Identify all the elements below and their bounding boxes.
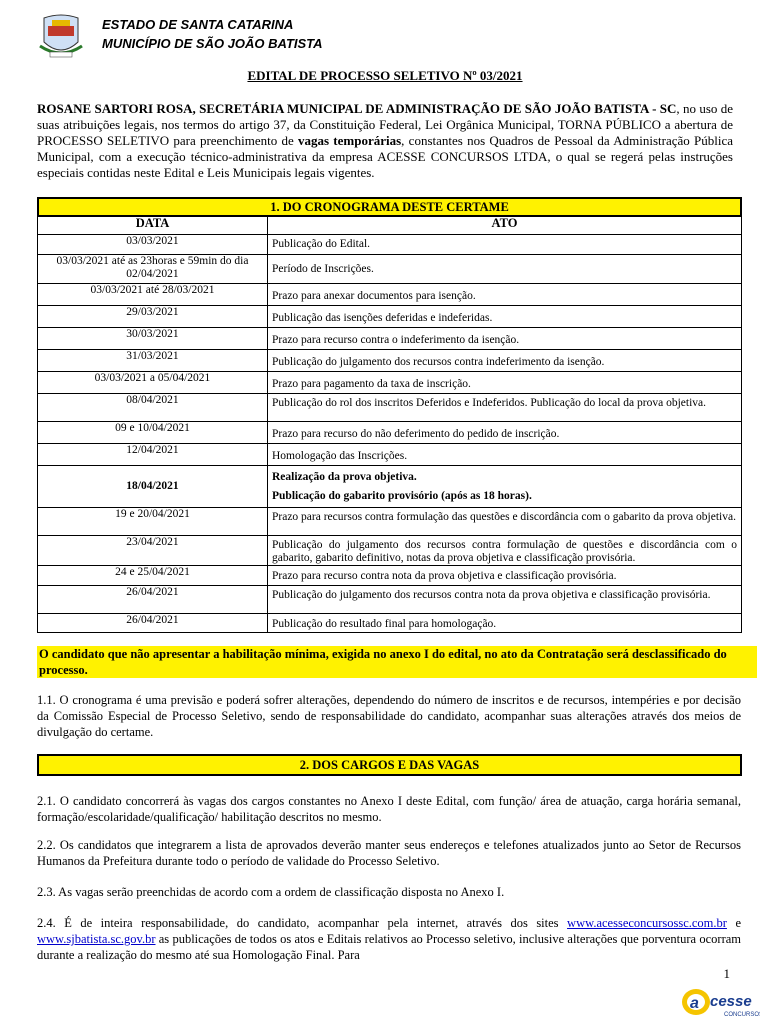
acesse-site-link[interactable]: www.acesseconcursossc.com.br xyxy=(567,916,727,930)
page-number: 1 xyxy=(723,966,730,981)
table-row xyxy=(38,284,742,306)
row-date: 03/03/2021 a 05/04/2021 xyxy=(38,372,268,394)
paragraph-2-3: 2.3. As vagas serão preenchidas de acordo com a ordem de classificação disposta no Anexo I. xyxy=(37,885,505,899)
p2-4-text-c: as publicações de todos os atos e Editais relativos ao Processo seletivo, inclusive alterações que porventura ocorram durante a realização do mesmo até sua Homologação Final. Para xyxy=(37,932,741,962)
row-act: Prazo para pagamento da taxa de inscrição. xyxy=(268,372,742,394)
row-act: Publicação do Edital. xyxy=(268,235,742,255)
row-date: 23/04/2021 xyxy=(38,536,268,566)
row-date: 26/04/2021 xyxy=(38,614,268,633)
header-municipality: MUNICÍPIO DE SÃO JOÃO BATISTA xyxy=(102,36,323,51)
row-act: Prazo para recursos contra formulação das questões e discordância com o gabarito da prova objetiva. xyxy=(268,508,742,536)
habilitation-warning: O candidato que não apresentar a habilitação mínima, exigida no anexo I do edital, no ato da Contratação será desclassificado do processo. xyxy=(37,646,757,678)
row-date: 09 e 10/04/2021 xyxy=(38,422,268,444)
row-act: Prazo para recurso contra nota da prova objetiva e classificação provisória. xyxy=(268,566,742,586)
p2-4-text-b: e xyxy=(726,916,741,930)
table-row xyxy=(38,328,742,350)
row-date: 03/03/2021 até as 23horas e 59min do dia 02/04/2021 xyxy=(38,255,268,284)
row-act-line1: Realização da prova objetiva. xyxy=(272,471,417,483)
row-act: Publicação do resultado final para homologação. xyxy=(268,614,742,633)
sjbatista-site-link[interactable]: www.sjbatista.sc.gov.br xyxy=(37,932,156,946)
paragraph-2-2: 2.2. Os candidatos que integrarem a lista de aprovados deverão manter seus endereços e telefones atualizados junto ao Setor de Recursos Humanos da Prefeitura durante todo o período de validade do Processo Seletivo. xyxy=(37,838,741,868)
row-date: 03/03/2021 xyxy=(38,235,268,255)
row-date: 29/03/2021 xyxy=(38,306,268,328)
row-date: 30/03/2021 xyxy=(38,328,268,350)
row-date: 19 e 20/04/2021 xyxy=(38,508,268,536)
intro-text1: , no uso de suas atribuições legais, nos termos do artigo 37, da Constituição Federal, Lei Orgânica Municipal, TORNA PÚBLICO a abertura de PROCESSO SELETIVO para preenchimento de xyxy=(37,101,733,148)
table-row xyxy=(38,586,742,614)
intro-bold: vagas temporárias xyxy=(297,133,402,148)
table-row xyxy=(38,306,742,328)
table-row xyxy=(38,466,742,508)
table-row xyxy=(38,508,742,536)
svg-text:CONCURSOS: CONCURSOS xyxy=(724,1012,760,1018)
table-row xyxy=(38,422,742,444)
row-act: Prazo para recurso do não deferimento do pedido de inscrição. xyxy=(268,422,742,444)
table-row xyxy=(38,372,742,394)
row-act: Período de Inscrições. xyxy=(268,255,742,284)
table-row xyxy=(38,614,742,633)
header-state: ESTADO DE SANTA CATARINA xyxy=(102,17,294,32)
row-date: 24 e 25/04/2021 xyxy=(38,566,268,586)
paragraph-1-1: 1.1. O cronograma é uma previsão e poderá sofrer alterações, dependendo do número de inscritos e de recursos, intempéries e por decisão da Comissão Especial de Processo Seletivo, sendo de responsabilidade do candidato, acompanhar suas alterações através dos meios de divulgação do certame. xyxy=(37,693,741,739)
row-act: Publicação das isenções deferidas e indeferidas. xyxy=(268,306,742,328)
table-row xyxy=(38,255,742,284)
row-act: Homologação das Inscrições. xyxy=(268,444,742,466)
intro-name: ROSANE SARTORI ROSA, SECRETÁRIA MUNICIPAL DE ADMINISTRAÇÃO DE SÃO JOÃO BATISTA - SC xyxy=(37,101,677,116)
table-row xyxy=(38,235,742,255)
table-row xyxy=(38,350,742,372)
row-act: Publicação do julgamento dos recursos contra nota da prova objetiva e classificação provisória. xyxy=(268,586,742,614)
col-act-header: ATO xyxy=(268,217,742,235)
row-act: Publicação do julgamento dos recursos contra indeferimento da isenção. xyxy=(268,350,742,372)
row-act: Publicação do rol dos inscritos Deferidos e Indeferidos. Publicação do local da prova objetiva. xyxy=(268,394,742,422)
paragraph-2-4 xyxy=(37,915,741,963)
table-row xyxy=(38,394,742,422)
paragraph-2-1: 2.1. O candidato concorrerá às vagas dos cargos constantes no Anexo I deste Edital, com função/ área de atuação, carga horária semanal, formação/escolaridade/qualificação/ habilitação descritos no mesmo. xyxy=(37,794,741,824)
svg-text:a: a xyxy=(690,995,699,1012)
row-act: Prazo para anexar documentos para isenção. xyxy=(268,284,742,306)
row-date: 03/03/2021 até 28/03/2021 xyxy=(38,284,268,306)
table-header-row xyxy=(38,217,742,235)
schedule-table xyxy=(37,216,742,633)
intro-paragraph xyxy=(37,101,733,181)
municipal-crest-icon xyxy=(34,12,88,62)
row-act: Publicação do julgamento dos recursos contra formulação de questões e discordância com o gabarito, gabarito definitivo, notas da prova objetiva e classificação provisória. xyxy=(268,536,742,566)
row-date: 08/04/2021 xyxy=(38,394,268,422)
col-date-header: DATA xyxy=(38,217,268,235)
row-date: 12/04/2021 xyxy=(38,444,268,466)
document-title: EDITAL DE PROCESSO SELETIVO Nº 03/2021 xyxy=(247,68,523,83)
table-row xyxy=(38,444,742,466)
p2-4-text-a: 2.4. É de inteira responsabilidade, do candidato, acompanhar pela internet, através dos sites xyxy=(37,916,568,930)
row-act-line2: Publicação do gabarito provisório (após as 18 horas). xyxy=(272,490,532,502)
section2-title: 2. DOS CARGOS E DAS VAGAS xyxy=(37,754,742,776)
table-row xyxy=(38,566,742,586)
row-date: 26/04/2021 xyxy=(38,586,268,614)
acesse-logo xyxy=(680,984,760,1020)
row-date: 31/03/2021 xyxy=(38,350,268,372)
table-row xyxy=(38,536,742,566)
row-act xyxy=(268,466,742,508)
row-date: 18/04/2021 xyxy=(38,466,268,508)
intro-text2: , constantes nos Quadros de Pessoal da Administração Pública Municipal, com a execução técnico-administrativa da empresa ACESSE CONCURSOS LTDA, o qual se regerá pelas instruções especiais contidas neste Edital e Leis Municipais legais vigentes. xyxy=(37,133,734,180)
row-act: Prazo para recurso contra o indeferimento da isenção. xyxy=(268,328,742,350)
svg-text:cesse: cesse xyxy=(710,993,752,1010)
section1-title: 1. DO CRONOGRAMA DESTE CERTAME xyxy=(37,197,742,217)
